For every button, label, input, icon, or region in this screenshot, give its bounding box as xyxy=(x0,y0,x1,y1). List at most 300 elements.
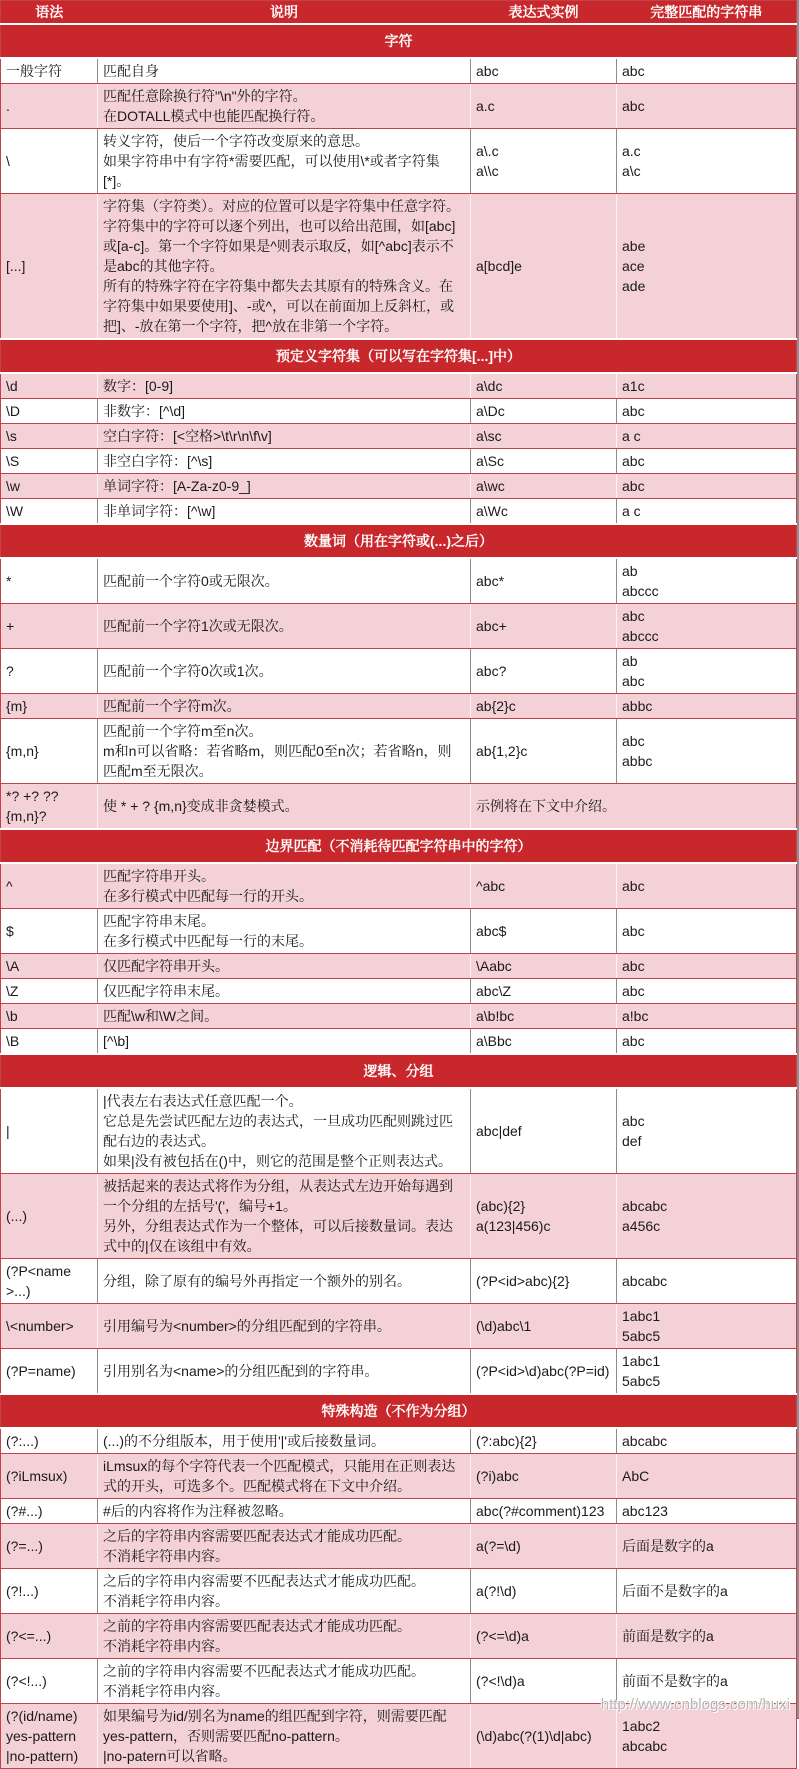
cell-example xyxy=(471,694,617,719)
cell-text-line: 非数字：[^\d] xyxy=(103,403,186,419)
cell-text-line: [^\b] xyxy=(103,1033,130,1049)
cell-text-line: ace xyxy=(622,258,645,274)
table-row xyxy=(1,863,797,909)
section-title: 逻辑、分组 xyxy=(1,1054,797,1088)
cell-match xyxy=(617,84,797,129)
cell-desc xyxy=(98,979,471,1004)
cell-example xyxy=(471,194,617,340)
cell-example xyxy=(471,1524,617,1569)
table-row xyxy=(1,1614,797,1659)
cell-text-line: 匹配字符串开头。 xyxy=(103,868,215,884)
cell-text-line: 匹配自身 xyxy=(103,63,159,79)
cell-text-line: 在多行模式中匹配每一行的开头。 xyxy=(103,888,313,904)
cell-text-line: 后面是数字的a xyxy=(622,1538,714,1554)
cell-text-line: 另外，分组表达式作为一个整体，可以后接数量词。表达式中的|仅在该组中有效。 xyxy=(103,1218,453,1254)
table-row xyxy=(1,58,797,84)
table-row xyxy=(1,604,797,649)
table-row xyxy=(1,1259,797,1304)
cell-syntax xyxy=(1,129,98,194)
table-row xyxy=(1,719,797,784)
cell-text-line: *? +? ?? xyxy=(6,788,59,804)
cell-syntax xyxy=(1,558,98,604)
cell-text-line: a\b!bc xyxy=(476,1008,515,1024)
cell-match xyxy=(617,194,797,340)
cell-match xyxy=(617,1004,797,1029)
cell-desc xyxy=(98,719,471,784)
cell-desc xyxy=(98,694,471,719)
cell-text-line: (abc){2} xyxy=(476,1198,526,1214)
cell-desc xyxy=(98,1614,471,1659)
cell-text-line: 不消耗字符串内容。 xyxy=(103,1593,229,1609)
cell-text-line: abcabc xyxy=(622,1273,668,1289)
cell-match xyxy=(617,558,797,604)
cell-syntax xyxy=(1,1569,98,1614)
cell-match xyxy=(617,1454,797,1499)
cell-desc xyxy=(98,1659,471,1704)
cell-text-line: (?:...) xyxy=(6,1433,39,1449)
cell-text-line: abc xyxy=(622,478,645,494)
cell-example xyxy=(471,1454,617,1499)
cell-example xyxy=(471,1174,617,1259)
cell-desc xyxy=(98,1174,471,1259)
cell-example xyxy=(471,719,617,784)
cell-text-line: 如果编号为id/别名为name的组匹配到字符，则需要匹配 xyxy=(103,1708,447,1724)
cell-text-line: a\Dc xyxy=(476,403,505,419)
cell-text-line: ab xyxy=(622,563,638,579)
cell-text-line: abc xyxy=(622,608,645,624)
table-row xyxy=(1,954,797,979)
regex-table-body xyxy=(1,24,797,1769)
cell-example xyxy=(471,84,617,129)
cell-text-line: 之后的字符串内容需要匹配表达式才能成功匹配。 xyxy=(103,1528,411,1544)
section-header-row xyxy=(1,1054,797,1088)
cell-match xyxy=(617,129,797,194)
cell-text-line: abc xyxy=(622,983,645,999)
cell-text-line: abc xyxy=(476,63,499,79)
cell-example xyxy=(471,449,617,474)
table-row xyxy=(1,373,797,399)
cell-desc xyxy=(98,1004,471,1029)
cell-syntax xyxy=(1,1454,98,1499)
section-title: 字符 xyxy=(1,24,797,58)
section-header-row xyxy=(1,339,797,373)
cell-text-line: (?i)abc xyxy=(476,1468,519,1484)
cell-syntax xyxy=(1,1088,98,1174)
cell-match xyxy=(617,58,797,84)
cell-text-line: \d xyxy=(6,378,18,394)
cell-text-line: abc|def xyxy=(476,1123,522,1139)
cell-text-line: 之前的字符串内容需要不匹配表达式才能成功匹配。 xyxy=(103,1663,425,1679)
cell-match xyxy=(617,1088,797,1174)
table-row xyxy=(1,499,797,525)
cell-text-line: abc123 xyxy=(622,1503,668,1519)
cell-desc xyxy=(98,1088,471,1174)
cell-syntax xyxy=(1,719,98,784)
table-row xyxy=(1,1524,797,1569)
cell-text-line: abc$ xyxy=(476,923,507,939)
cell-text-line: abe xyxy=(622,238,646,254)
table-row xyxy=(1,1304,797,1349)
cell-text-line: 使 * + ? {m,n}变成非贪婪模式。 xyxy=(103,798,299,814)
cell-desc xyxy=(98,399,471,424)
cell-desc xyxy=(98,909,471,954)
cell-text-line: 被括起来的表达式将作为分组，从表达式左边开始每遇到一个分组的左括号'('，编号+1。 xyxy=(103,1178,453,1214)
cell-text-line: 后面不是数字的a xyxy=(622,1583,728,1599)
cell-text-line: a\Bbc xyxy=(476,1033,512,1049)
cell-syntax xyxy=(1,1029,98,1055)
cell-example xyxy=(471,1004,617,1029)
cell-desc xyxy=(98,1029,471,1055)
section-header-row xyxy=(1,1394,797,1428)
cell-syntax xyxy=(1,1428,98,1454)
cell-syntax xyxy=(1,784,98,830)
cell-text-line: \ xyxy=(6,153,10,169)
cell-syntax xyxy=(1,1259,98,1304)
cell-text-line: 1abc1 xyxy=(622,1308,661,1324)
cell-text-line: {m,n}? xyxy=(6,808,47,824)
cell-text-line: 匹配前一个字符0或无限次。 xyxy=(103,573,279,589)
cell-text-line: abc xyxy=(622,958,645,974)
cell-text-line: abc xyxy=(622,733,645,749)
table-row xyxy=(1,1349,797,1395)
cell-syntax xyxy=(1,1704,98,1769)
cell-example xyxy=(471,1659,617,1704)
cell-text-line: 非空白字符：[^\s] xyxy=(103,453,213,469)
cell-example xyxy=(471,58,617,84)
cell-match xyxy=(617,1174,797,1259)
cell-text-line: abcabc xyxy=(622,1198,668,1214)
cell-text-line: ^ xyxy=(6,878,13,894)
column-header-desc: 说明 xyxy=(98,1,471,25)
cell-match xyxy=(617,1704,797,1769)
cell-text-line: abc* xyxy=(476,573,505,589)
cell-text-line: (?P=name) xyxy=(6,1363,76,1379)
cell-syntax xyxy=(1,194,98,340)
cell-match xyxy=(617,399,797,424)
cell-text-line: 在多行模式中匹配每一行的末尾。 xyxy=(103,933,313,949)
cell-match xyxy=(617,863,797,909)
cell-match xyxy=(617,449,797,474)
cell-text-line: 空白字符：[<空格>\t\r\n\f\v] xyxy=(103,428,272,444)
table-header-row xyxy=(1,1,797,25)
cell-text-line: 一般字符 xyxy=(6,63,62,79)
cell-text-line: (?P<id>abc){2} xyxy=(476,1273,570,1289)
cell-match xyxy=(617,1569,797,1614)
cell-text-line: \Z xyxy=(6,983,19,999)
cell-text-line: |代表左右表达式任意匹配一个。 xyxy=(103,1093,303,1109)
cell-desc xyxy=(98,1304,471,1349)
cell-example xyxy=(471,1569,617,1614)
cell-syntax xyxy=(1,1304,98,1349)
cell-text-line: \B xyxy=(6,1033,20,1049)
cell-example xyxy=(471,399,617,424)
table-row xyxy=(1,1088,797,1174)
section-header-row xyxy=(1,524,797,558)
cell-match xyxy=(617,499,797,525)
cell-desc xyxy=(98,1499,471,1524)
cell-text-line: 引用编号为<number>的分组匹配到的字符串。 xyxy=(103,1318,391,1334)
cell-text-line: 5abc5 xyxy=(622,1373,661,1389)
table-row xyxy=(1,1454,797,1499)
cell-syntax xyxy=(1,954,98,979)
cell-text-line: a.c xyxy=(622,143,641,159)
cell-text-line: ab xyxy=(622,653,638,669)
cell-text-line: 之后的字符串内容需要不匹配表达式才能成功匹配。 xyxy=(103,1573,425,1589)
table-row xyxy=(1,558,797,604)
cell-text-line: . xyxy=(6,98,10,114)
cell-syntax xyxy=(1,1524,98,1569)
cell-text-line: 数字：[0-9] xyxy=(103,378,174,394)
cell-syntax xyxy=(1,499,98,525)
cell-desc xyxy=(98,1259,471,1304)
cell-text-line: 仅匹配字符串末尾。 xyxy=(103,983,229,999)
cell-text-line: 5abc5 xyxy=(622,1328,661,1344)
cell-text-line: abc xyxy=(622,63,645,79)
cell-text-line: (?#...) xyxy=(6,1503,43,1519)
cell-example xyxy=(471,863,617,909)
cell-desc xyxy=(98,58,471,84)
cell-text-line: abc xyxy=(622,1113,645,1129)
cell-text-line: a(123|456)c xyxy=(476,1218,551,1234)
cell-text-line: abc xyxy=(622,453,645,469)
cell-example xyxy=(471,424,617,449)
cell-text-line: \w xyxy=(6,478,20,494)
table-row xyxy=(1,1029,797,1055)
cell-example xyxy=(471,474,617,499)
table-row xyxy=(1,909,797,954)
cell-match xyxy=(617,1614,797,1659)
cell-text-line: a\Sc xyxy=(476,453,505,469)
cell-text-line: a.c xyxy=(476,98,495,114)
cell-text-line: 引用别名为<name>的分组匹配到的字符串。 xyxy=(103,1363,379,1379)
cell-text-line: (...) xyxy=(6,1208,27,1224)
cell-text-line: m和n可以省略：若省略m，则匹配0至n次；若省略n，则匹配m至无限次。 xyxy=(103,743,452,779)
cell-text-line: (?iLmsux) xyxy=(6,1468,68,1484)
cell-text-line: abc+ xyxy=(476,618,507,634)
cell-syntax xyxy=(1,649,98,694)
cell-text-line: def xyxy=(622,1133,642,1149)
cell-syntax xyxy=(1,909,98,954)
cell-text-line: |no-pattern) xyxy=(6,1748,79,1764)
cell-text-line: 字符集中的字符可以逐个列出，也可以给出范围，如[abc]或[a-c]。第一个字符如果是^则表示取反，如[^abc]表示不是abc的其他字符。 xyxy=(103,218,456,274)
cell-example xyxy=(471,784,797,830)
cell-syntax xyxy=(1,1004,98,1029)
cell-syntax xyxy=(1,1349,98,1395)
cell-syntax xyxy=(1,863,98,909)
cell-match xyxy=(617,604,797,649)
cell-desc xyxy=(98,84,471,129)
cell-text-line: \W xyxy=(6,503,24,519)
cell-text-line: 字符集（字符类）。对应的位置可以是字符集中任意字符。 xyxy=(103,198,460,214)
cell-syntax xyxy=(1,474,98,499)
column-header-match: 完整匹配的字符串 xyxy=(617,1,797,25)
cell-text-line: 匹配字符串末尾。 xyxy=(103,913,215,929)
cell-match xyxy=(617,1524,797,1569)
cell-match xyxy=(617,1349,797,1395)
cell-text-line: 匹配任意除换行符"\n"外的字符。 xyxy=(103,88,307,104)
cell-syntax xyxy=(1,694,98,719)
cell-text-line: {m,n} xyxy=(6,743,39,759)
cell-text-line: \A xyxy=(6,958,20,974)
cell-text-line: (?!...) xyxy=(6,1583,39,1599)
cell-match xyxy=(617,649,797,694)
cell-match xyxy=(617,719,797,784)
cell-text-line: a\Wc xyxy=(476,503,508,519)
cell-text-line: 不消耗字符串内容。 xyxy=(103,1638,229,1654)
cell-text-line: (?=...) xyxy=(6,1538,43,1554)
cell-example xyxy=(471,1499,617,1524)
cell-text-line: abccc xyxy=(622,628,659,644)
cell-example xyxy=(471,373,617,399)
cell-match xyxy=(617,694,797,719)
cell-example xyxy=(471,1349,617,1395)
cell-text-line: AbC xyxy=(622,1468,650,1484)
column-header-example: 表达式实例 xyxy=(471,1,617,25)
cell-syntax xyxy=(1,424,98,449)
cell-text-line: 不消耗字符串内容。 xyxy=(103,1683,229,1699)
cell-text-line: a\dc xyxy=(476,378,503,394)
cell-desc xyxy=(98,1428,471,1454)
cell-text-line: (?:abc){2} xyxy=(476,1433,537,1449)
cell-text-line: 在DOTALL模式中也能匹配换行符。 xyxy=(103,108,325,124)
cell-text-line: \Aabc xyxy=(476,958,512,974)
cell-syntax xyxy=(1,1499,98,1524)
cell-text-line: + xyxy=(6,618,15,634)
cell-text-line: 匹配前一个字符1次或无限次。 xyxy=(103,618,293,634)
cell-text-line: [...] xyxy=(6,258,26,274)
cell-text-line: (?P<id>\d)abc(?P=id) xyxy=(476,1363,610,1379)
cell-example xyxy=(471,1428,617,1454)
cell-text-line: 1abc1 xyxy=(622,1353,661,1369)
cell-example xyxy=(471,558,617,604)
cell-text-line: a c xyxy=(622,503,641,519)
column-header-syntax: 语法 xyxy=(1,1,98,25)
cell-text-line: (?<!\d)a xyxy=(476,1673,525,1689)
cell-text-line: abcabc xyxy=(622,1738,668,1754)
cell-text-line: (?<=...) xyxy=(6,1628,52,1644)
cell-example xyxy=(471,1029,617,1055)
cell-text-line: 匹配前一个字符0次或1次。 xyxy=(103,663,273,679)
cell-text-line: 匹配\w和\W之间。 xyxy=(103,1008,219,1024)
cell-syntax xyxy=(1,1174,98,1259)
cell-text-line: 如果字符串中有字符*需要匹配，可以使用\*或者字符集[*]。 xyxy=(103,153,440,189)
cell-desc xyxy=(98,424,471,449)
cell-text-line: ade xyxy=(622,278,646,294)
cell-desc xyxy=(98,784,471,830)
table-row xyxy=(1,424,797,449)
cell-text-line: |no-patern可以省略。 xyxy=(103,1748,237,1764)
table-row xyxy=(1,1174,797,1259)
cell-syntax xyxy=(1,399,98,424)
table-row xyxy=(1,194,797,340)
cell-example xyxy=(471,649,617,694)
cell-text-line: 之前的字符串内容需要匹配表达式才能成功匹配。 xyxy=(103,1618,411,1634)
cell-desc xyxy=(98,1349,471,1395)
cell-text-line: a\\c xyxy=(476,163,499,179)
cell-example xyxy=(471,129,617,194)
cell-example xyxy=(471,1259,617,1304)
cell-text-line: 所有的特殊字符在字符集中都失去其原有的特殊含义。在字符集中如果要使用]、-或^，可以在前面加上反斜杠，或把]、-放在第一个字符，把^放在非第一个字符。 xyxy=(103,278,455,334)
cell-text-line: \b xyxy=(6,1008,18,1024)
cell-text-line: a1c xyxy=(622,378,645,394)
cell-text-line: 不消耗字符串内容。 xyxy=(103,1548,229,1564)
cell-text-line: \S xyxy=(6,453,20,469)
cell-desc xyxy=(98,373,471,399)
section-title: 预定义字符集（可以写在字符集[...]中） xyxy=(1,339,797,373)
cell-text-line: a\sc xyxy=(476,428,502,444)
cell-desc xyxy=(98,1454,471,1499)
cell-syntax xyxy=(1,373,98,399)
cell-match xyxy=(617,1259,797,1304)
cell-example xyxy=(471,1614,617,1659)
cell-text-line: (?<!...) xyxy=(6,1673,47,1689)
cell-match xyxy=(617,1428,797,1454)
cell-example xyxy=(471,1304,617,1349)
table-row xyxy=(1,1428,797,1454)
cell-syntax xyxy=(1,84,98,129)
cell-example xyxy=(471,1088,617,1174)
cell-text-line: a(?!\d) xyxy=(476,1583,517,1599)
cell-desc xyxy=(98,649,471,694)
table-row xyxy=(1,449,797,474)
cell-text-line: abcabc xyxy=(622,1433,668,1449)
table-row xyxy=(1,694,797,719)
cell-text-line: yes-pattern xyxy=(6,1728,77,1744)
section-header-row xyxy=(1,829,797,863)
cell-text-line: 匹配前一个字符m至n次。 xyxy=(103,723,263,739)
table-row xyxy=(1,979,797,1004)
cell-example xyxy=(471,979,617,1004)
cell-text-line: abbc xyxy=(622,698,653,714)
cell-match xyxy=(617,474,797,499)
table-row xyxy=(1,399,797,424)
watermark-url: http://www.cnblogs.com/huxi xyxy=(600,1696,790,1713)
cell-text-line: ^abc xyxy=(476,878,506,894)
cell-desc xyxy=(98,1569,471,1614)
section-title: 边界匹配（不消耗待匹配字符串中的字符） xyxy=(1,829,797,863)
section-title: 数量词（用在字符或(...)之后） xyxy=(1,524,797,558)
table-row xyxy=(1,1704,797,1769)
cell-desc xyxy=(98,604,471,649)
cell-text-line: (\d)abc\1 xyxy=(476,1318,532,1334)
cell-text-line: (?<=\d)a xyxy=(476,1628,529,1644)
cell-text-line: ? xyxy=(6,663,14,679)
cell-text-line: abc xyxy=(622,673,645,689)
cell-text-line: 匹配前一个字符m次。 xyxy=(103,698,241,714)
cell-text-line: 如果|没有被包括在()中，则它的范围是整个正则表达式。 xyxy=(103,1153,452,1169)
cell-desc xyxy=(98,129,471,194)
cell-desc xyxy=(98,863,471,909)
cell-text-line: 1abc2 xyxy=(622,1718,661,1734)
cell-text-line: a456c xyxy=(622,1218,661,1234)
cell-text-line: yes-pattern，否则需要匹配no-pattern。 xyxy=(103,1728,349,1744)
cell-text-line: 单词字符：[A-Za-z0-9_] xyxy=(103,478,251,494)
cell-text-line: abc xyxy=(622,923,645,939)
cell-text-line: a[bcd]e xyxy=(476,258,522,274)
cell-match xyxy=(617,373,797,399)
cell-text-line: abc xyxy=(622,403,645,419)
cell-example xyxy=(471,954,617,979)
cell-text-line: \<number> xyxy=(6,1318,74,1334)
cell-desc xyxy=(98,474,471,499)
cell-text-line: a c xyxy=(622,428,641,444)
cell-text-line: abbc xyxy=(622,753,653,769)
cell-text-line: abc xyxy=(622,878,645,894)
cell-text-line: ab{2}c xyxy=(476,698,516,714)
table-row xyxy=(1,129,797,194)
cell-match xyxy=(617,424,797,449)
cell-text-line: {m} xyxy=(6,698,28,714)
